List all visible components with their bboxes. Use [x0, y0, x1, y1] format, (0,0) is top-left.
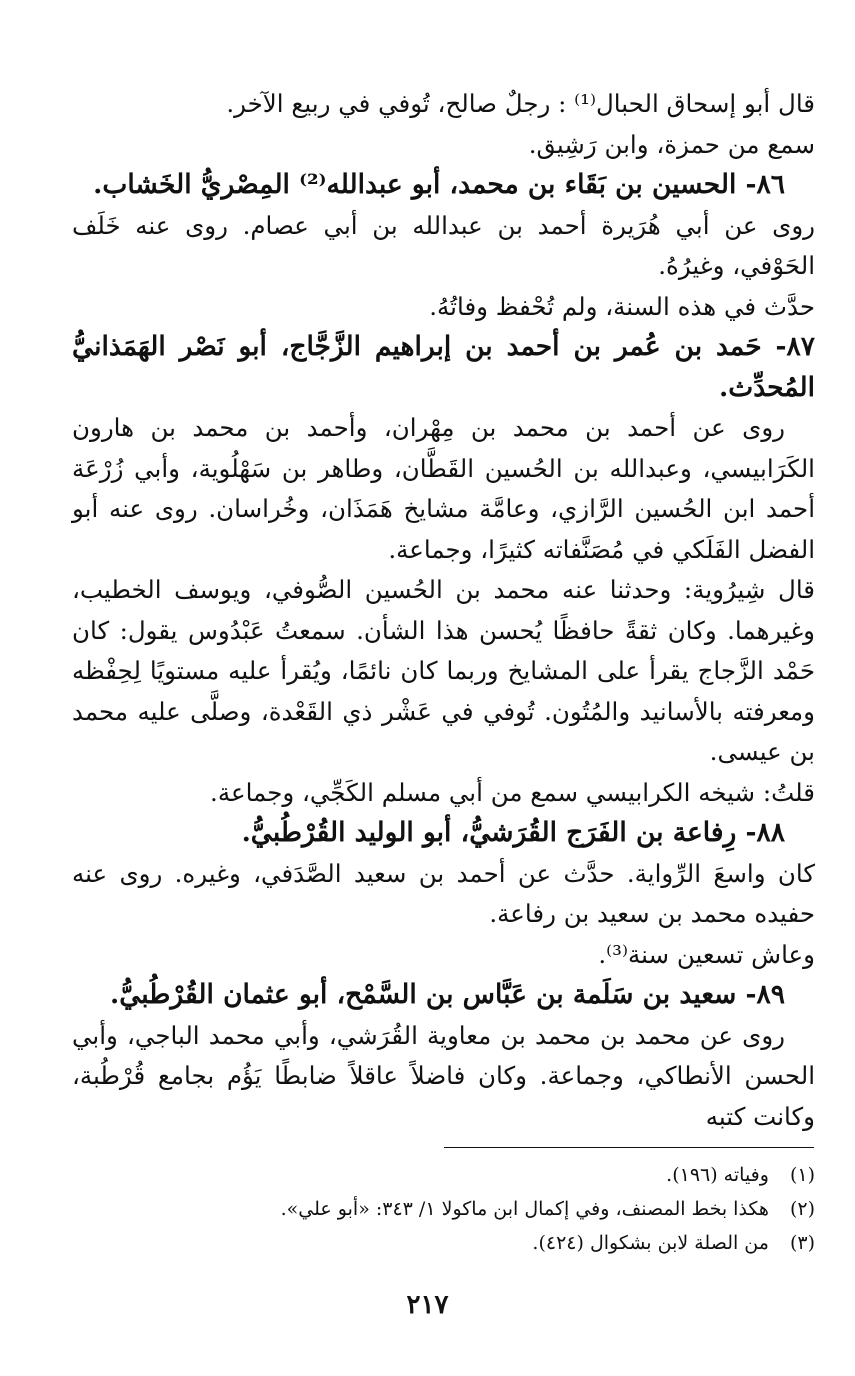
- paragraph: حدَّث في هذه السنة، ولم تُحْفظ وفاتُهُ.: [429, 291, 815, 321]
- paragraph: روى عن أبي هُرَيرة أحمد بن عبدالله بن أبي عصام. روى عنه خَلَف الحَوْفي، وغيرُهُ.: [72, 210, 815, 280]
- paragraph: وعاش تسعين سنة⁽³⁾.: [598, 939, 815, 969]
- entry-heading-89: ٨٩- سعيد بن سَلَمة بن عَبَّاس بن السَّمْح، أبو عثمان القُرْطُبيُّ.: [109, 979, 785, 1010]
- footnotes: [75, 1158, 815, 1260]
- paragraph: قلتُ: شيخه الكرابيسي سمع من أبي مسلم الكَجِّي، وجماعة.: [210, 777, 815, 807]
- footnote-text: هكذا بخط المصنف، وفي إكمال ابن ماكولا ١/ ٣٤٣: «أبو علي».: [280, 1198, 769, 1220]
- footnote-2: [75, 1192, 815, 1226]
- paragraph: قال أبو إسحاق الحبال⁽¹⁾ : رجلٌ صالح، تُوفي في ربيع الآخر.: [226, 89, 815, 118]
- main-text: [72, 84, 815, 1137]
- entry-heading-86: ٨٦- الحسين بن بَقَاء بن محمد، أبو عبدالله⁽²⁾ المِصْريُّ الخَشاب.: [93, 169, 785, 200]
- paragraph: روى عن أحمد بن محمد بن مِهْران، وأحمد بن محمد بن هارون الكَرَابيسي، وعبدالله بن الحُسين القَطَّان، وطاهر بن سَهْلُوية، وأبي زُرْعَة أحمد ابن الحُسين الرَّازي، وعامَّة مشايخ هَمَذَان، وخُراسان. روى عنه أبو الفضل الفَلَكي في مُصَنَّفاته كثيرًا، وجماعة.: [72, 413, 815, 564]
- paragraph: روى عن محمد بن محمد بن معاوية القُرَشي، وأبي محمد الباجي، وأبي الحسن الأنطاكي، وجماعة. وكان فاضلاً عاقلاً ضابطًا يَؤُم بجامع قُرْطُبة، وكانت كتبه: [72, 1020, 815, 1131]
- footnote-3: [75, 1226, 815, 1260]
- paragraph: قال شِيرُوية: وحدثنا عنه محمد بن الحُسين الصُّوفي، ويوسف الخطيب، وغيرهما. وكان ثقةً حافظًا يُحسن هذا الشأن. سمعتُ عَبْدُوس يقول: كان حَمْد الزَّجاج يقرأ على المشايخ وربما كان نائمًا، ويُقرأ عليه مستويًا لِحِفْظه ومعرفته بالأسانيد والمُتُون. تُوفي في عَشْر ذي القَعْدة، وصلَّى عليه محمد بن عيسى.: [72, 575, 815, 766]
- paragraph: كان واسعَ الرِّواية. حدَّث عن أحمد بن سعيد الصَّدَفي، وغيره. روى عنه حفيده محمد بن سعيد بن رفاعة.: [72, 858, 815, 928]
- footnote-number: (٣): [789, 1232, 815, 1254]
- footnote-text: وفياته (١٩٦).: [666, 1164, 769, 1186]
- footnote-separator: [444, 1147, 814, 1148]
- footnote-text: من الصلة لابن بشكوال (٤٢٤).: [532, 1232, 769, 1254]
- entry-heading-88: ٨٨- رِفاعة بن الفَرَج القُرَشيُّ، أبو الوليد القُرْطُبيُّ.: [241, 817, 785, 848]
- paragraph: سمع من حمزة، وابن رَشِيق.: [528, 129, 815, 159]
- footnote-number: (١): [789, 1164, 815, 1186]
- footnote-1: [75, 1158, 815, 1192]
- entry-heading-87: ٨٧- حَمد بن عُمر بن أحمد بن إبراهيم الزَّجَّاج، أبو نَصْر الهَمَذانيُّ المُحدِّث.: [72, 331, 815, 403]
- page-number: ٢١٧: [406, 1290, 449, 1320]
- footnote-number: (٢): [789, 1198, 815, 1220]
